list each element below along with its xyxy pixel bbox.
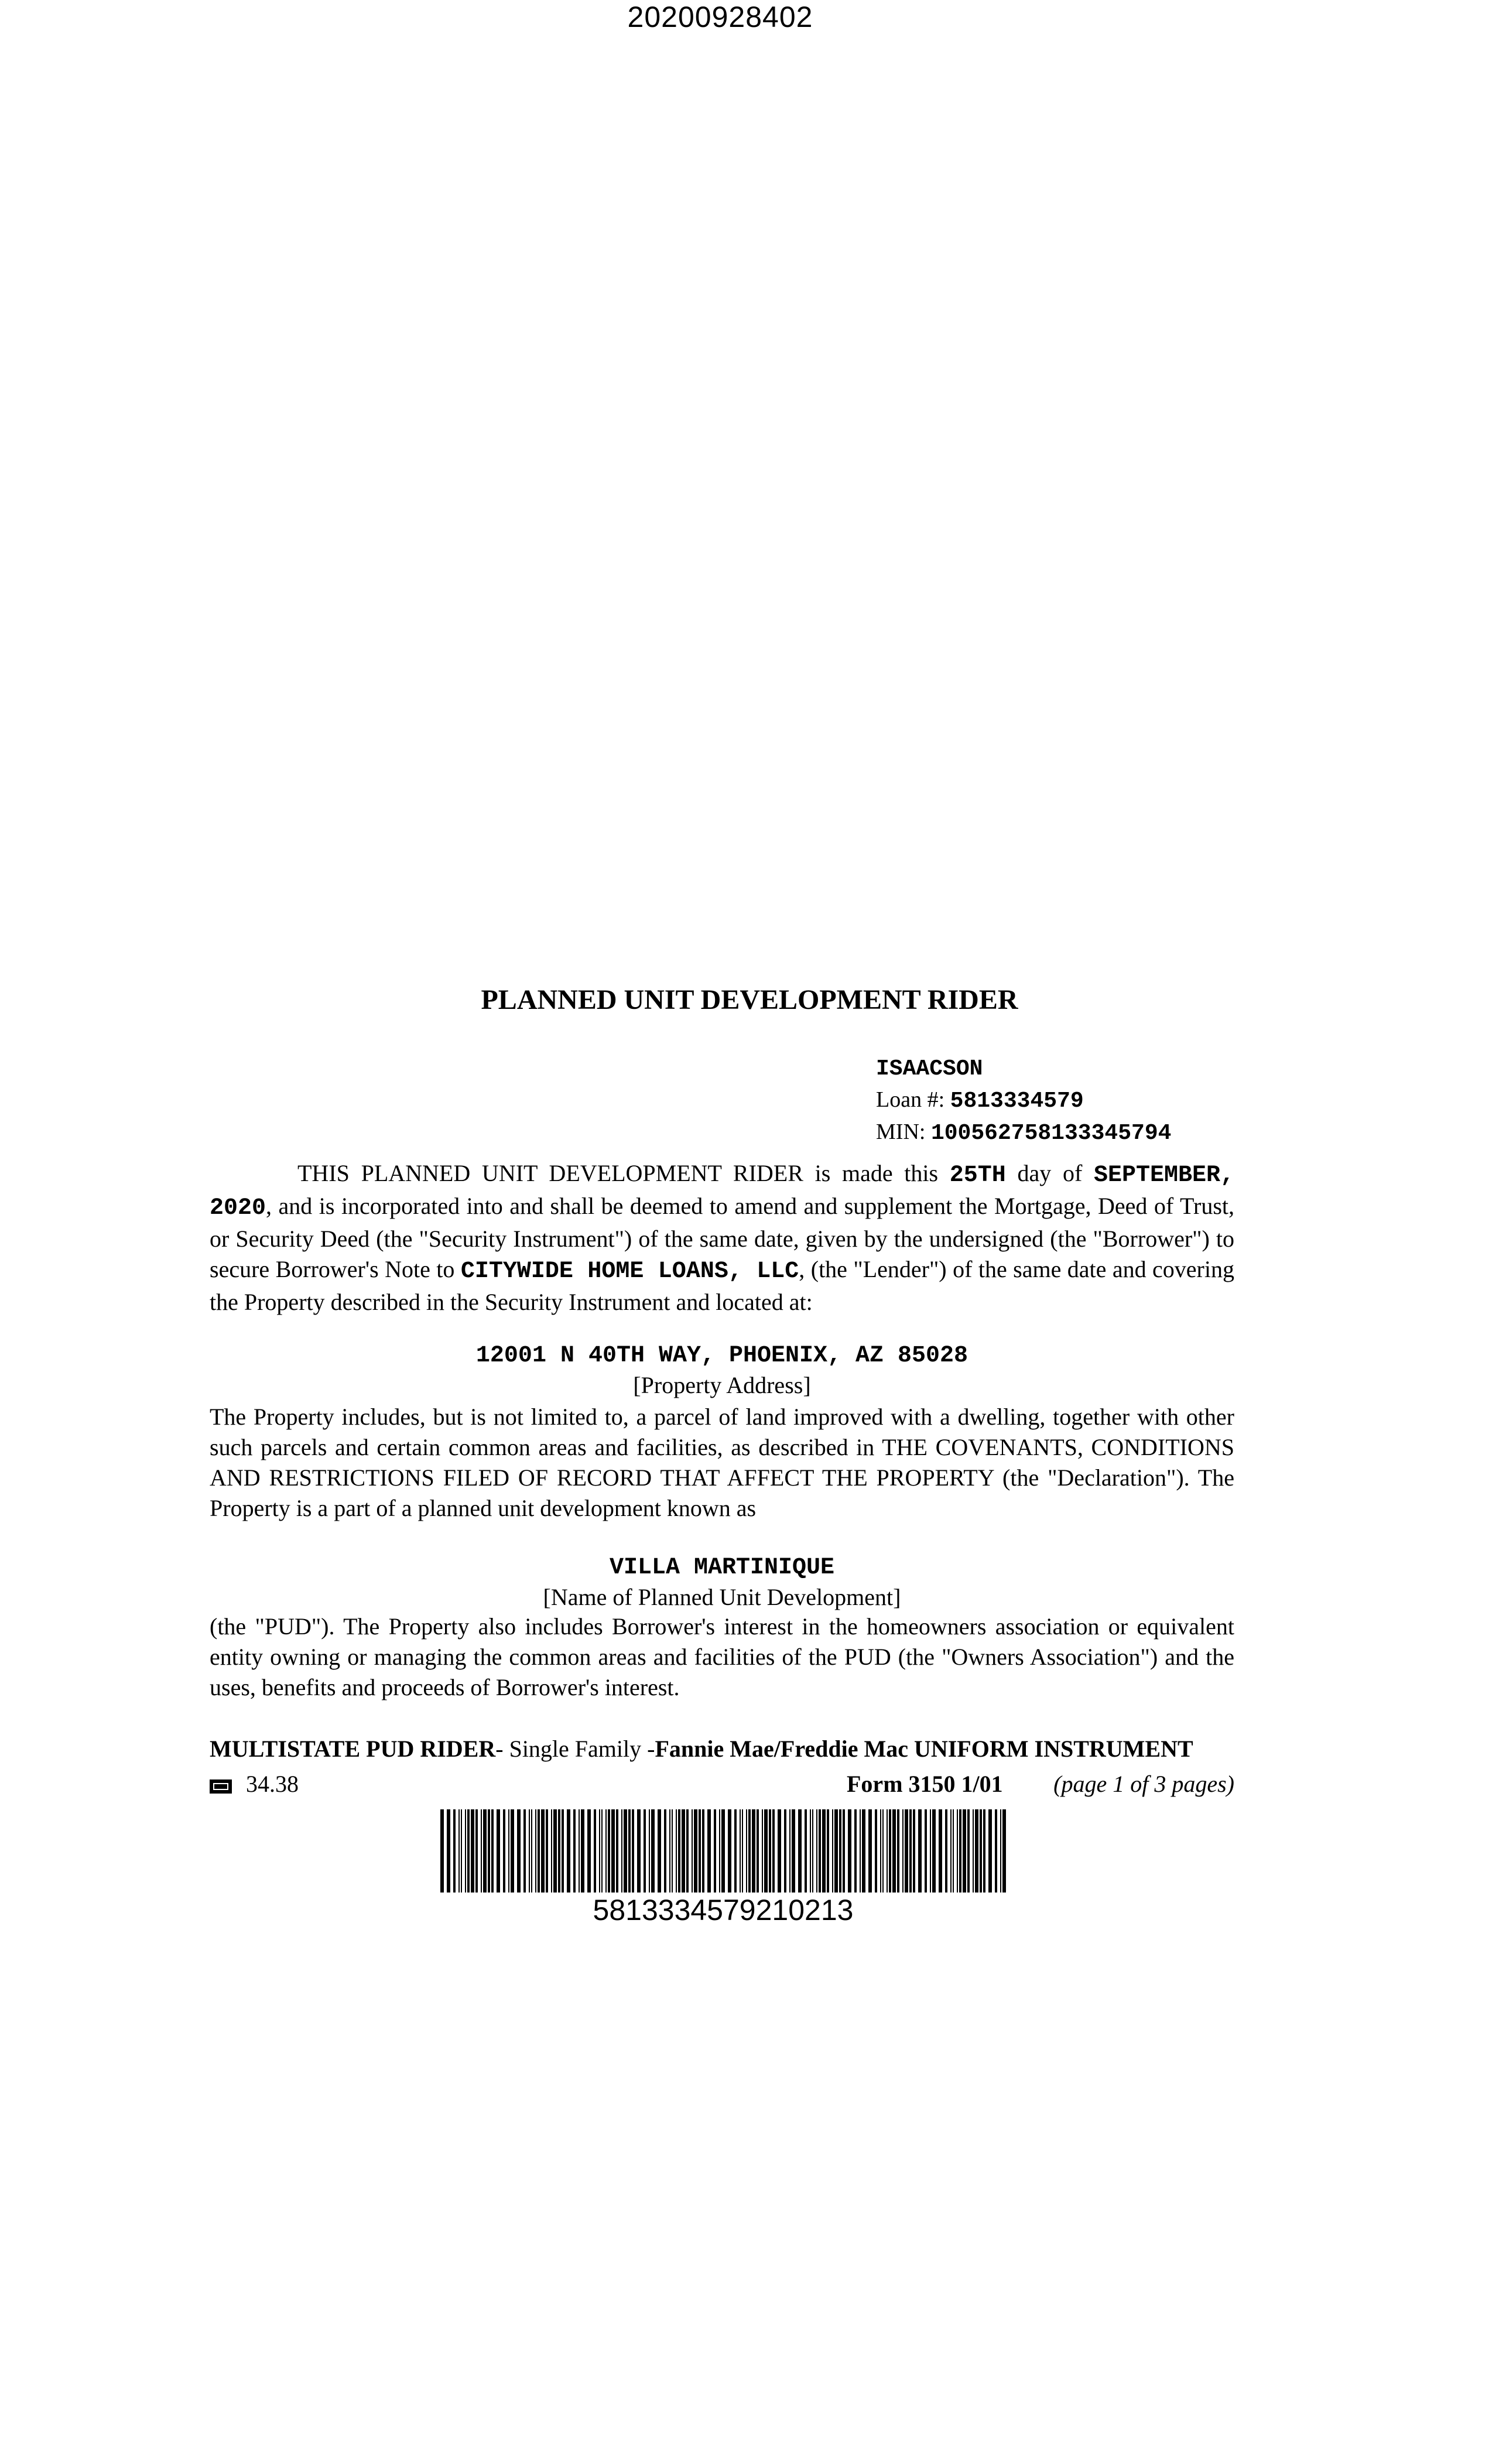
barcode-bar [932, 1809, 936, 1893]
barcode-bar [601, 1809, 603, 1893]
barcode-bar [995, 1809, 997, 1893]
barcode-bar [816, 1809, 817, 1893]
barcode-bar [772, 1809, 775, 1893]
barcode-bar [963, 1809, 966, 1893]
barcode-bar [594, 1809, 596, 1893]
barcode-bar [699, 1809, 701, 1893]
barcode-bar [682, 1809, 685, 1893]
barcode-bar [973, 1809, 974, 1893]
barcode-bar [546, 1809, 548, 1893]
barcode-bar [672, 1809, 673, 1893]
barcode-bar [810, 1809, 811, 1893]
barcode-bar [503, 1809, 505, 1893]
barcode-bar [531, 1809, 532, 1893]
barcode-bar [707, 1809, 711, 1893]
barcode-bar [558, 1809, 560, 1893]
barcode-bar [608, 1809, 610, 1893]
form-title-b: Fannie Mae/Freddie Mac UNIFORM INSTRUMENT [655, 1736, 1193, 1762]
loan-number-value: 5813334579 [950, 1089, 1084, 1114]
barcode-bar [868, 1809, 872, 1893]
paragraph-intro [210, 1158, 1234, 1317]
barcode-bar [988, 1809, 992, 1893]
barcode-bar [637, 1809, 641, 1893]
intro-text-2: day of [1005, 1160, 1094, 1186]
property-address: 12001 N 40TH WAY, PHOENIX, AZ 85028 [475, 1343, 968, 1369]
min-label: MIN: [876, 1120, 926, 1144]
barcode-bar [734, 1809, 737, 1893]
barcode-bar [742, 1809, 743, 1893]
pud-name: VILLA MARTINIQUE [609, 1555, 835, 1581]
barcode-bar [762, 1809, 763, 1893]
barcode-bar [905, 1809, 908, 1893]
barcode-bar [651, 1809, 655, 1893]
barcode-bar [860, 1809, 861, 1893]
barcode-bar [798, 1809, 802, 1893]
barcode-bar [458, 1809, 460, 1893]
barcode-bar [1000, 1809, 1001, 1893]
barcode-bar [945, 1809, 947, 1893]
rider-month-year: SEPTEMBER, 2020 [210, 1162, 1235, 1221]
barcode-bar [848, 1809, 851, 1893]
barcode-bar [909, 1809, 912, 1893]
page-indicator: (page 1 of 3 pages) [1053, 1771, 1234, 1797]
barcode-bar [882, 1809, 884, 1893]
barcode-bar [757, 1809, 759, 1893]
barcode-bar [875, 1809, 877, 1893]
barcode-bar [581, 1809, 584, 1893]
lender-name: CITYWIDE HOME LOANS, LLC [460, 1258, 799, 1285]
barcode-bar [628, 1809, 631, 1893]
barcode-bar [834, 1809, 838, 1893]
barcode-bar [902, 1809, 903, 1893]
barcode-bar [669, 1809, 670, 1893]
barcode-bar [784, 1809, 786, 1893]
paragraph-property: The Property includes, but is not limited to, a parcel of land improved with a dwelling, together with other such parcels and certain common areas and facilities, as described in THE COVENANTS, CONDITIONS AND RESTRICTIONS FILED OF RECORD THAT AFFECT THE PROPERTY (the "Declaration"). The Property is a part of a planned unit development known as [210, 1404, 1234, 1521]
barcode-bar [728, 1809, 731, 1893]
barcode-bar [488, 1809, 490, 1893]
barcode-bar [967, 1809, 970, 1893]
barcode-bar [508, 1809, 509, 1893]
barcode-bar [483, 1809, 487, 1893]
barcode-bar [541, 1809, 545, 1893]
loan-info-block [876, 1054, 1171, 1149]
barcode-bar [913, 1809, 915, 1893]
barcode-bar [551, 1809, 552, 1893]
intro-text-4: , (the "Lender") of the same date and covering the Property described in the Security Instrument and located at: [210, 1256, 1234, 1315]
barcode-bar [950, 1809, 952, 1893]
barcode-bar [719, 1809, 720, 1893]
barcode-bar [740, 1809, 741, 1893]
barcode-bar [983, 1809, 985, 1893]
paragraph-pud: (the "PUD"). The Property also includes Borrower's interest in the homeowners association or equivalent entity owning or managing the common areas and facilities of the PUD (the "Owners Association") and the uses, benefits and proceeds of Borrower's interest. [210, 1613, 1234, 1700]
loan-number-label: Loan #: [876, 1087, 945, 1112]
barcode-bar [538, 1809, 540, 1893]
barcode-bar [686, 1809, 689, 1893]
barcode-bar [930, 1809, 931, 1893]
barcode-bar [523, 1809, 526, 1893]
barcode-bar [843, 1809, 845, 1893]
barcode-bar [616, 1809, 618, 1893]
barcode-bar [475, 1809, 478, 1893]
barcode-bar [599, 1809, 600, 1893]
barcode-bar [621, 1809, 622, 1893]
form-number: Form 3150 1/01 [847, 1771, 1003, 1797]
document-title: PLANNED UNIT DEVELOPMENT RIDER [481, 984, 1018, 1015]
barcode-image [440, 1809, 1006, 1893]
barcode-bar [605, 1809, 607, 1893]
barcode-bar [465, 1809, 466, 1893]
rider-day: 25TH [949, 1162, 1006, 1189]
barcode-bar [511, 1809, 514, 1893]
barcode-bar [792, 1809, 795, 1893]
min-value: 100562758133345794 [930, 1121, 1172, 1146]
barcode-bar [1002, 1809, 1006, 1893]
pud-name-caption: [Name of Planned Unit Development] [543, 1584, 901, 1610]
barcode-bar [447, 1809, 450, 1893]
barcode-bar [892, 1809, 896, 1893]
barcode-bar [676, 1809, 677, 1893]
barcode-bar [573, 1809, 576, 1893]
barcode-bar [517, 1809, 521, 1893]
intro-text-3: , and is incorporated into and shall be deemed to amend and supplement the Mortgage, Deed of Trust, or Security Deed (the "Security Instrument") of the same date, given by the undersigned (the "Borrower") to secure Borrower's Note to [210, 1193, 1234, 1282]
barcode-bar [497, 1809, 500, 1893]
barcode-bar [658, 1809, 661, 1893]
barcode-bar [678, 1809, 680, 1893]
barcode-bar [939, 1809, 942, 1893]
barcode-bar [481, 1809, 482, 1893]
min-number [876, 1117, 1171, 1149]
barcode-bar [953, 1809, 954, 1893]
barcode-bar [918, 1809, 922, 1893]
barcode-bar [644, 1809, 646, 1893]
barcode-bar [764, 1809, 768, 1893]
barcode-bar [664, 1809, 666, 1893]
barcode-bar [880, 1809, 881, 1893]
barcode-bar [925, 1809, 927, 1893]
barcode-bar [714, 1809, 716, 1893]
barcode-bar [752, 1809, 755, 1893]
property-address-caption: [Property Address] [633, 1372, 811, 1398]
form-title-mid: - Single Family - [495, 1736, 655, 1762]
form-code: 34.38 [246, 1771, 299, 1797]
loan-number [876, 1084, 1171, 1117]
barcode-bar [632, 1809, 634, 1893]
barcode-bar [453, 1809, 456, 1893]
barcode-bar [579, 1809, 580, 1893]
barcode-bar [812, 1809, 813, 1893]
barcode-bar [587, 1809, 591, 1893]
barcode-bar [748, 1809, 751, 1893]
barcode-bar [440, 1809, 444, 1893]
barcode-bar [980, 1809, 982, 1893]
borrower-name: ISAACSON [876, 1056, 983, 1082]
barcode-bar [567, 1809, 570, 1893]
barcode-bar [649, 1809, 650, 1893]
barcode-bar [721, 1809, 725, 1893]
barcode-bar [975, 1809, 978, 1893]
barcode-bar [692, 1809, 693, 1893]
form-info-line [210, 1770, 1234, 1798]
barcode-bar [611, 1809, 615, 1893]
barcode-bar [897, 1809, 899, 1893]
barcode-bar [957, 1809, 958, 1893]
barcode-bar [467, 1809, 470, 1893]
form-title-a: MULTISTATE PUD RIDER [210, 1736, 496, 1762]
barcode-bar [959, 1809, 961, 1893]
form-software-icon [210, 1779, 232, 1794]
barcode-bar [461, 1809, 462, 1893]
barcode-bar [887, 1809, 888, 1893]
barcode-bar [827, 1809, 829, 1893]
barcode-bar [553, 1809, 557, 1893]
barcode-bar [889, 1809, 891, 1893]
barcode-bar [778, 1809, 781, 1893]
barcode-bar [769, 1809, 771, 1893]
barcode-bar [694, 1809, 697, 1893]
barcode-bar [746, 1809, 747, 1893]
barcode-number: 5813334579210213 [593, 1894, 854, 1926]
barcode-bar [854, 1809, 857, 1893]
recording-number: 20200928402 [627, 1, 813, 33]
barcode-bar [862, 1809, 865, 1893]
barcode-bar [832, 1809, 833, 1893]
barcode-bar [562, 1809, 564, 1893]
intro-text-1: THIS PLANNED UNIT DEVELOPMENT RIDER is made this [297, 1160, 950, 1186]
barcode-bar [789, 1809, 790, 1893]
barcode-bar [702, 1809, 704, 1893]
form-title-line [210, 1735, 1234, 1763]
barcode-bar [491, 1809, 494, 1893]
barcode-bar [819, 1809, 821, 1893]
barcode-bar [471, 1809, 474, 1893]
barcode-bar [529, 1809, 530, 1893]
barcode-bar [624, 1809, 627, 1893]
barcode-bar [822, 1809, 826, 1893]
barcode-bar [839, 1809, 841, 1893]
barcode-bar [535, 1809, 536, 1893]
barcode-bar [805, 1809, 807, 1893]
